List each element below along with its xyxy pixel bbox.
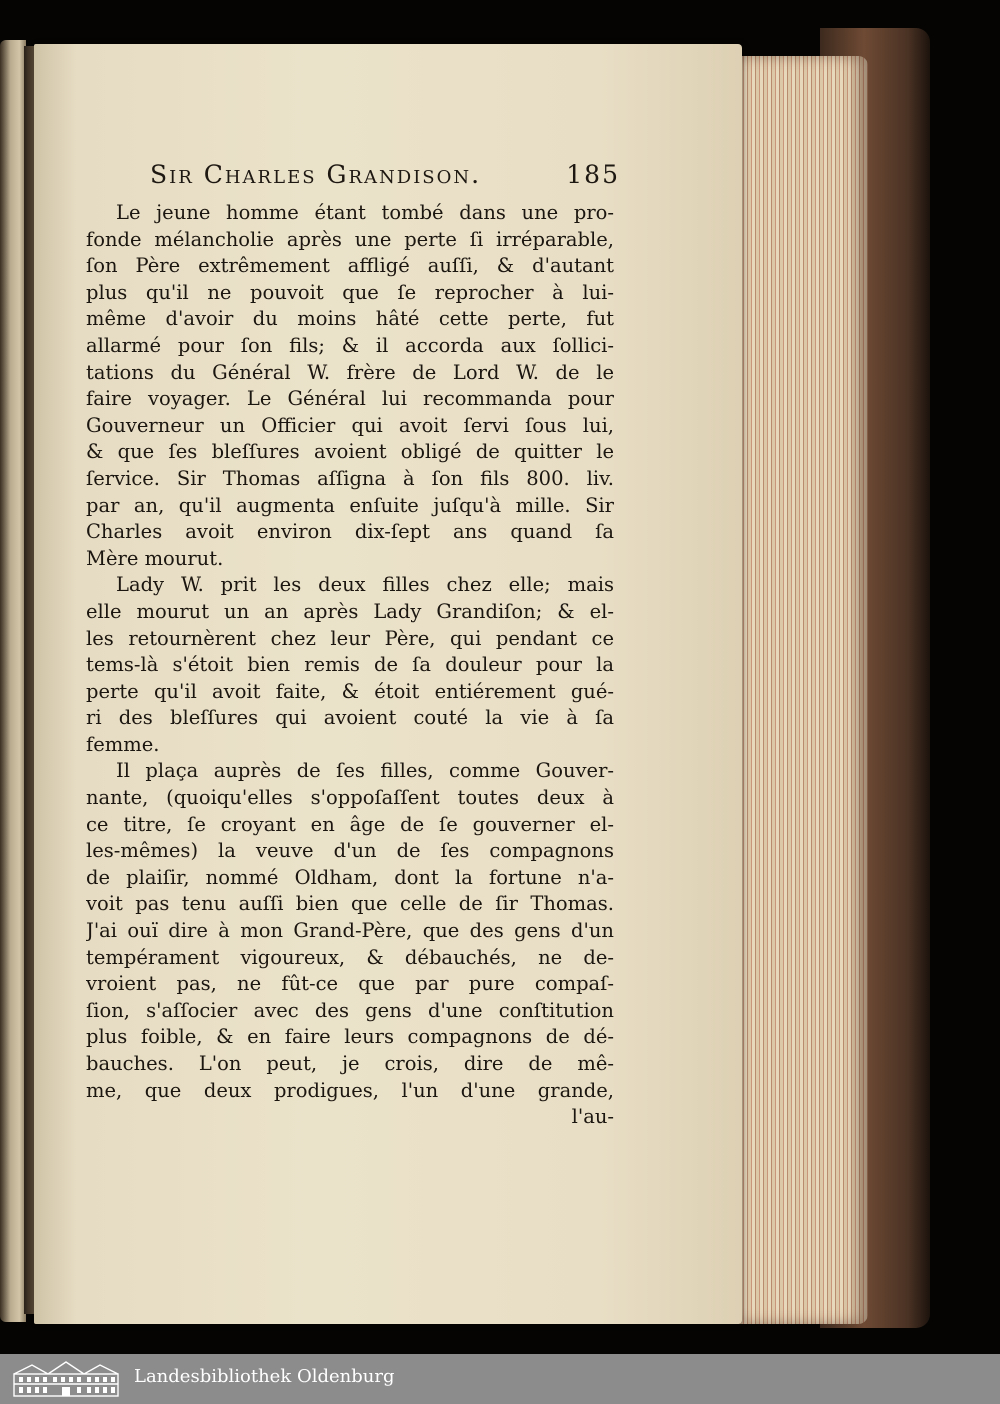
- text-line: vroient pas, ne fût-ce que par pure compaſ-: [86, 972, 614, 996]
- text-line: perte qu'il avoit faite, & étoit entiérement gué-: [86, 679, 614, 703]
- text-line: fonde mélancholie après une perte ſi irréparable,: [86, 227, 614, 251]
- text-line: faire voyager. Le Général lui recommanda pour: [86, 387, 614, 411]
- text-line: allarmé pour ſon fils; & il accorda aux ſollici-: [86, 333, 614, 357]
- text-line: Gouverneur un Officier qui avoit ſervi ſous lui,: [86, 413, 614, 437]
- text-line: ſon Père extrêmement affligé auſſi, & d'autant: [86, 254, 614, 278]
- text-line: ri des bleſſures qui avoient couté la vie à ſa: [86, 706, 614, 730]
- library-name: Landesbibliothek Oldenburg: [134, 1366, 395, 1387]
- text-line: me, que deux prodigues, l'un d'une grande,: [86, 1078, 614, 1102]
- text-line: par an, qu'il augmenta enſuite juſqu'à mille. Sir: [86, 493, 614, 517]
- text-line: même d'avoir du moins hâté cette perte, fut: [86, 307, 614, 331]
- page-edges: [728, 56, 868, 1324]
- text-line: Charles avoit environ dix-ſept ans quand ſa: [86, 520, 614, 544]
- library-building-icon: [12, 1360, 120, 1398]
- library-footer: [0, 1354, 1000, 1404]
- text-line: & que ſes bleſſures avoient obligé de quitter le: [86, 440, 614, 464]
- text-line: de plaiſir, nommé Oldham, dont la fortune n'a-: [86, 865, 614, 889]
- text-line: bauches. L'on peut, je crois, dire de mê-: [86, 1052, 614, 1075]
- text-line: les-mêmes) la veuve d'un de ſes compagnons: [86, 839, 614, 863]
- left-page-edge: [0, 40, 26, 1322]
- text-line: J'ai ouï dire à mon Grand-Père, que des gens d'un: [86, 919, 614, 943]
- text-line: les retournèrent chez leur Père, qui pendant ce: [86, 626, 614, 650]
- text-line: ce titre, ſe croyant en âge de ſe gouverner el-: [86, 812, 614, 836]
- text-line: Mère mourut.: [86, 546, 224, 570]
- text-line: plus qu'il ne pouvoit que ſe reprocher à lui-: [86, 280, 614, 304]
- text-line: tems-là s'étoit bien remis de ſa douleur pour la: [86, 653, 614, 677]
- text-line: Le jeune homme étant tombé dans une pro-: [116, 201, 614, 224]
- text-line: Lady W. prit les deux filles chez elle; mais: [116, 573, 614, 597]
- text-line: ſervice. Sir Thomas aſſigna à ſon fils 800. liv.: [86, 466, 614, 490]
- running-title: Sir Charles Grandison.: [150, 160, 482, 189]
- text-line: Il plaça auprès de ſes filles, comme Gouver-: [116, 759, 614, 783]
- text-line: tations du Général W. frère de Lord W. de le: [86, 360, 614, 384]
- text-line: femme.: [86, 732, 160, 756]
- catchword: l'au-: [571, 1105, 614, 1129]
- text-line: plus foible, & en faire leurs compagnons de dé-: [86, 1025, 614, 1049]
- text-line: ſion, s'aſſocier avec des gens d'une conſtitution: [86, 998, 614, 1022]
- page-header: [150, 160, 620, 194]
- text-line: nante, (quoiqu'elles s'oppoſaſſent toutes deux à: [86, 786, 614, 810]
- text-line: voit pas tenu auſſi bien que celle de ſir Thomas.: [86, 892, 614, 916]
- body-text: [86, 200, 614, 1131]
- page-number: 185: [566, 160, 620, 189]
- text-line: tempérament vigoureux, & débauchés, ne de-: [86, 945, 614, 969]
- text-line: elle mourut un an après Lady Grandiſon; & el-: [86, 599, 614, 623]
